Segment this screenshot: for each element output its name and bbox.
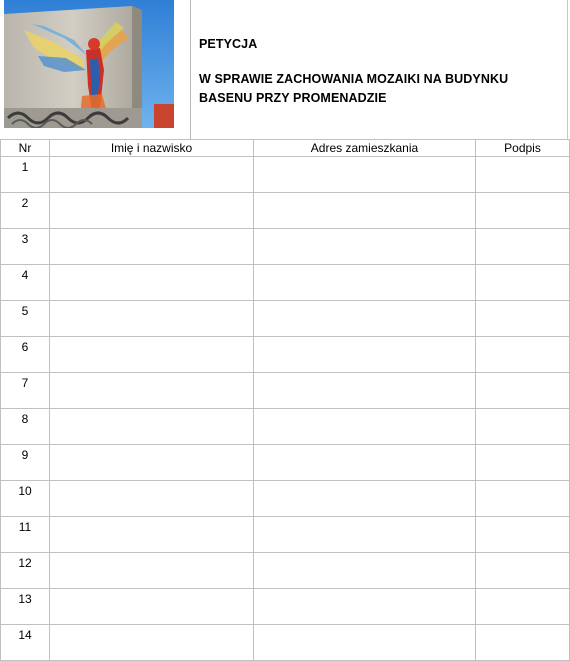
name-cell[interactable] [50,445,254,481]
address-cell[interactable] [254,481,476,517]
table-row [1,301,570,337]
signature-cell[interactable] [476,553,570,589]
name-cell[interactable] [50,409,254,445]
petition-header [0,0,570,139]
table-row [1,445,570,481]
row-number: 3 [1,229,50,265]
address-cell[interactable] [254,157,476,193]
name-cell[interactable] [50,301,254,337]
row-number: 9 [1,445,50,481]
name-cell[interactable] [50,337,254,373]
name-cell[interactable] [50,589,254,625]
table-row [1,517,570,553]
row-number: 8 [1,409,50,445]
title-cell [191,0,568,139]
signature-cell[interactable] [476,337,570,373]
row-number: 10 [1,481,50,517]
signature-cell[interactable] [476,517,570,553]
name-cell[interactable] [50,193,254,229]
row-number: 2 [1,193,50,229]
table-row [1,409,570,445]
name-cell[interactable] [50,481,254,517]
name-cell[interactable] [50,265,254,301]
signature-cell[interactable] [476,481,570,517]
address-cell[interactable] [254,409,476,445]
signature-cell[interactable] [476,265,570,301]
column-header-nr: Nr [1,140,50,157]
table-row [1,481,570,517]
address-cell[interactable] [254,625,476,661]
name-cell[interactable] [50,625,254,661]
petition-subtitle-line-1: W SPRAWIE ZACHOWANIA MOZAIKI NA BUDYNKU [199,72,509,86]
table-row [1,337,570,373]
row-number: 13 [1,589,50,625]
signature-cell[interactable] [476,157,570,193]
name-cell[interactable] [50,229,254,265]
table-row [1,157,570,193]
table-row [1,229,570,265]
address-cell[interactable] [254,301,476,337]
mosaic-photo [4,0,174,128]
address-cell[interactable] [254,517,476,553]
address-cell[interactable] [254,265,476,301]
table-header-row [1,140,570,157]
table-row [1,553,570,589]
table-row [1,265,570,301]
table-row [1,193,570,229]
row-number: 7 [1,373,50,409]
photo-cell [0,0,191,139]
signature-cell[interactable] [476,229,570,265]
signature-cell[interactable] [476,193,570,229]
signature-cell[interactable] [476,589,570,625]
row-number: 5 [1,301,50,337]
table-row [1,373,570,409]
table-row [1,589,570,625]
address-cell[interactable] [254,193,476,229]
address-cell[interactable] [254,445,476,481]
column-header-name: Imię i nazwisko [50,140,254,157]
name-cell[interactable] [50,373,254,409]
address-cell[interactable] [254,337,476,373]
signature-cell[interactable] [476,625,570,661]
name-cell[interactable] [50,517,254,553]
address-cell[interactable] [254,229,476,265]
petition-subtitle-line-2: BASENU PRZY PROMENADZIE [199,91,387,105]
signature-cell[interactable] [476,409,570,445]
signature-cell[interactable] [476,301,570,337]
signature-table [0,139,570,661]
row-number: 12 [1,553,50,589]
petition-title: PETYCJA [199,37,258,51]
row-number: 6 [1,337,50,373]
name-cell[interactable] [50,157,254,193]
signature-cell[interactable] [476,445,570,481]
address-cell[interactable] [254,589,476,625]
row-number: 14 [1,625,50,661]
row-number: 11 [1,517,50,553]
name-cell[interactable] [50,553,254,589]
table-row [1,625,570,661]
row-number: 1 [1,157,50,193]
address-cell[interactable] [254,373,476,409]
column-header-signature: Podpis [476,140,570,157]
row-number: 4 [1,265,50,301]
column-header-address: Adres zamieszkania [254,140,476,157]
address-cell[interactable] [254,553,476,589]
signature-cell[interactable] [476,373,570,409]
